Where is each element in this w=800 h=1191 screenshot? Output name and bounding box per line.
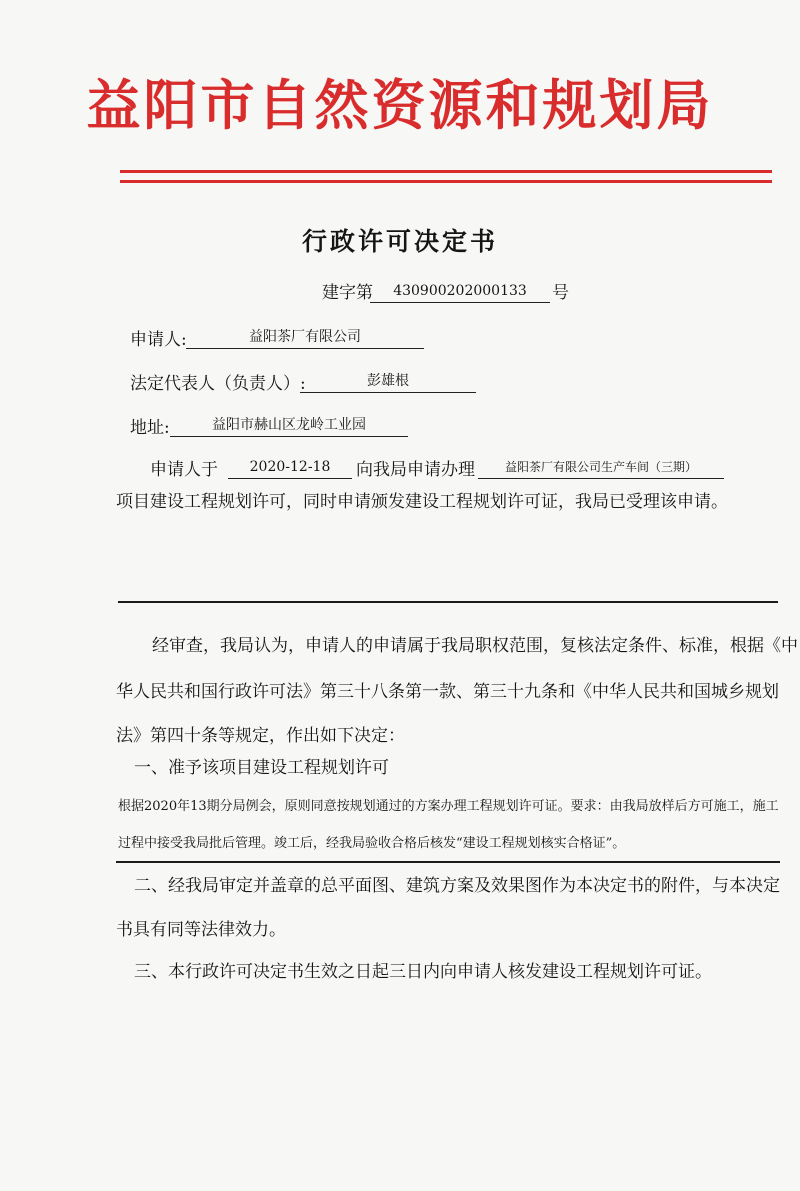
applicant-label: 申请人: [130, 330, 187, 350]
applicant-value: 益阳茶厂有限公司 [186, 326, 424, 349]
decision-2-line-2: 书具有同等法律效力。 [116, 920, 286, 940]
application-project: 益阳茶厂有限公司生产车间（三期） [478, 456, 724, 479]
section-divider [118, 601, 778, 603]
review-line-1: 经审查，我局认为，申请人的申请属于我局职权范围，复核法定条件、标准，根据《中 [152, 636, 798, 656]
application-continuation: 项目建设工程规划许可，同时申请颁发建设工程规划许可证，我局已受理该申请。 [116, 492, 728, 512]
decision-2-line-1: 二、经我局审定并盖章的总平面图、建筑方案及效果图作为本决定书的附件，与本决定 [134, 876, 780, 896]
review-line-3: 法》第四十条等规定，作出如下决定： [116, 726, 405, 746]
legal-rep-value: 彭雄根 [300, 370, 476, 393]
address-label: 地址: [130, 418, 170, 438]
decision-1-detail-2: 过程中接受我局批后管理。竣工后，经我局验收合格后核发“建设工程规划核实合格证”。 [118, 836, 626, 851]
doc-number-value: 430900202000133 [370, 280, 550, 303]
application-prefix: 申请人于 [150, 460, 218, 480]
agency-header: 益阳市自然资源和规划局 [86, 74, 714, 137]
doc-number-prefix: 建字第 [322, 283, 373, 303]
decision-1-heading: 一、准予该项目建设工程规划许可 [134, 758, 389, 778]
review-line-2: 华人民共和国行政许可法》第三十八条第一款、第三十九条和《中华人民共和国城乡规划 [116, 682, 779, 702]
red-rule-bottom [120, 180, 772, 183]
document-title: 行政许可决定书 [301, 227, 498, 256]
red-rule-top [120, 170, 772, 173]
decision-1-underline [116, 861, 780, 863]
decision-1-detail-1: 根据2020年13期分局例会，原则同意按规划通过的方案办理工程规划许可证。要求：由我局放样后方可施工，施工 [118, 799, 779, 814]
legal-rep-label: 法定代表人（负责人）: [130, 374, 306, 394]
decision-3-text: 三、本行政许可决定书生效之日起三日内向申请人核发建设工程规划许可证。 [134, 962, 712, 982]
application-middle: 向我局申请办理 [356, 460, 475, 480]
application-date: 2020-12-18 [228, 456, 352, 479]
doc-number-suffix: 号 [552, 283, 569, 303]
address-value: 益阳市赫山区龙岭工业园 [170, 414, 408, 437]
